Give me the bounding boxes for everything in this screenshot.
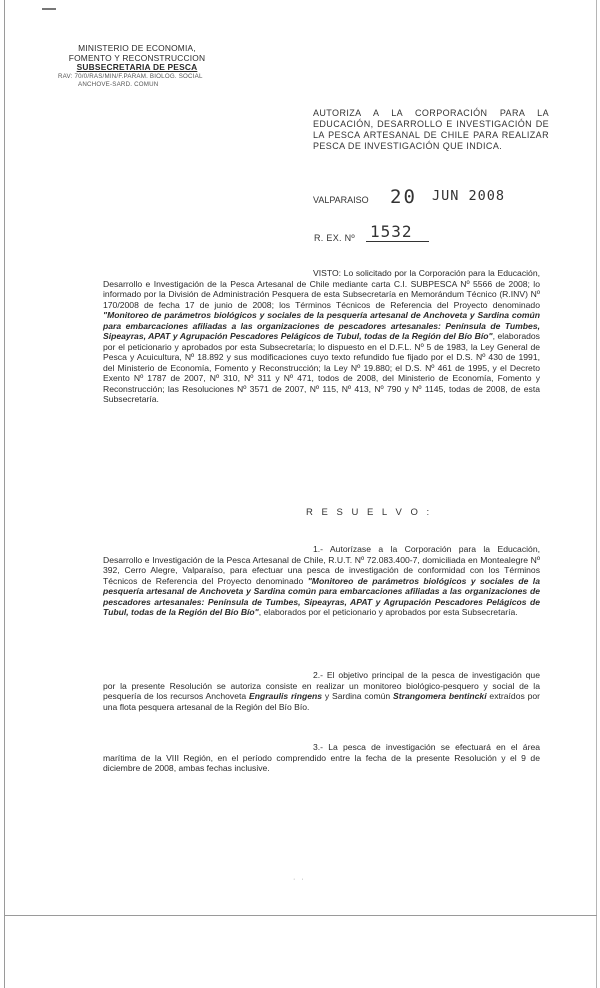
resolution-article-1 (103, 544, 540, 618)
article-1-text-1: Educación, Desarrollo e Investigación de la Pesca Artesanal de Chile, R.U.T. Nº 72.083.400-7, domiciliada en Montealegre Nº 392, Cerro Alegre, Valparaíso, para efectuar una pesca de investigación de conformidad con los Términos Técnicos de Referencia del Proyecto denominado (103, 544, 540, 586)
letterhead-reference-code-cont: ANCHOVE-SARD. COMUN (78, 80, 159, 88)
scan-specks: · · (293, 876, 306, 883)
article-2-species-2: Strangomera bentincki (393, 691, 487, 701)
letterhead (58, 44, 268, 89)
date-stamp-month-year: JUN 2008 (432, 188, 506, 204)
visto-text-1: la Educación, Desarrollo e Investigación de la Pesca Artesanal de Chile mediante carta C.I. SUBPESCA Nº 5566 de 2008; lo informado por la División de Administración Pesquera de esta Subsecretaría en Memorándum Técnico (R.INV) Nº 170/2008 de fecha 17 de junio de 2008; los Términos Técnicos de Referencia del Proyecto denominado (103, 268, 540, 310)
visto-project-title: "Monitoreo de parámetros biológicos y sociales de la pesquería artesanal de Anchoveta y Sardina común para embarcaciones afiliadas a las organizaciones de pescadores artesanales: Península de Tumbes, Sipeayras, APAT y Agrupación Pescadores Pelágicos de Tubul, todas de la Región del Bío Bío" (103, 310, 540, 341)
page-bottom-edge (4, 915, 597, 916)
article-2-species-1: Engraulis ringens (248, 691, 323, 701)
article-1-text-2: , elaborados por el peticionario y aprobados por esta Subsecretaría. (258, 607, 518, 617)
article-2-text-2: y Sardina común (322, 691, 394, 701)
article-3-lead: 3.- La pesca de investigación se efectuará en (313, 742, 506, 752)
article-1-project-title: "Monitoreo de parámetros biológicos y sociales de la pesquería artesanal de Anchoveta y Sardina común para embarcaciones afiliadas a las organizaciones de pescadores artesanales: Península de Tumbes, Sipeayras, APAT y Agrupación Pescadores Pelágicos de Tubul, todas de la Región del Bío Bío" (103, 575, 540, 617)
article-2-text-1: investigación que por la presente Resolución se autoriza consiste en realizar un monitoreo biológico-pesquero y social de la pesquería de los recursos Anchoveta (103, 670, 540, 701)
page-right-edge (596, 0, 597, 988)
resuelvo-heading: R E S U E L V O : (306, 507, 433, 518)
date-place: VALPARAISO (313, 195, 369, 205)
page-left-edge (4, 0, 5, 988)
letterhead-reference-code: RAV: 70/0/RAS/MIN/F.PARAM. BIOLOG. SOCIAL (58, 72, 203, 80)
resolution-number-line (313, 222, 443, 246)
article-3-text-1: el área marítima de la VIII Región, en el período comprendido entre la fecha de la presente Resolución y el 9 de diciembre de 2008, ambas fechas inclusive. (103, 742, 541, 773)
article-2-text-3: extraídos por una flota pesquera artesanal de la Región del Bío Bío. (103, 691, 541, 712)
article-1-lead: 1.- Autorízase a la Corporación para la (313, 544, 491, 554)
resolution-number-stamp: 1532 (366, 222, 429, 242)
article-2-lead: 2.- El objetivo principal de la pesca de (313, 670, 469, 680)
date-line (313, 186, 553, 208)
visto-lead: VISTO: Lo solicitado por la Corporación para (313, 268, 486, 278)
letterhead-ministry-cont: FOMENTO Y RECONSTRUCCION (68, 52, 206, 63)
visto-paragraph (103, 268, 540, 405)
top-scan-mark (42, 8, 56, 10)
resolution-subject: AUTORIZA A LA CORPORACIÓN PARA LA EDUCACIÓN, DESARROLLO E INVESTIGACIÓN DE LA PESCA ARTESANAL DE CHILE PARA REALIZAR PESCA DE INVESTIGACIÓN QUE INDICA. (313, 108, 549, 151)
resolution-number-label: R. EX. Nº (314, 233, 355, 243)
visto-text-2: , elaborados por el peticionario y aprobados por esta Subsecretaría; lo dispuesto en el D.F.L. Nº 5 de 1983, la Ley General de Pesca y Acuicultura, Nº 18.892 y sus modificaciones cuyo texto refundido fue fijado por el D.S. Nº 430 de 1991, del Ministerio de Economía, Fomento y Reconstrucción; la Ley Nº 19.880; el D.S. Nº 461 de 1995, y el Decreto Exento Nº 1787 de 2007, Nº 310, Nº 311 y Nº 471, todos de 2008, del Ministerio de Economía, Fomento y Reconstrucción; las Resoluciones Nº 3571 de 2007, Nº 115, Nº 413, Nº 790 y Nº 1145, todas de 2008, de esta Subsecretaría. (103, 331, 540, 404)
letterhead-ministry: MINISTERIO DE ECONOMIA, (78, 43, 196, 53)
letterhead-subsecretaria: SUBSECRETARIA DE PESCA (76, 62, 198, 72)
date-stamp-day: 20 (390, 186, 417, 208)
resolution-article-3 (103, 742, 540, 774)
resolution-article-2 (103, 670, 540, 712)
